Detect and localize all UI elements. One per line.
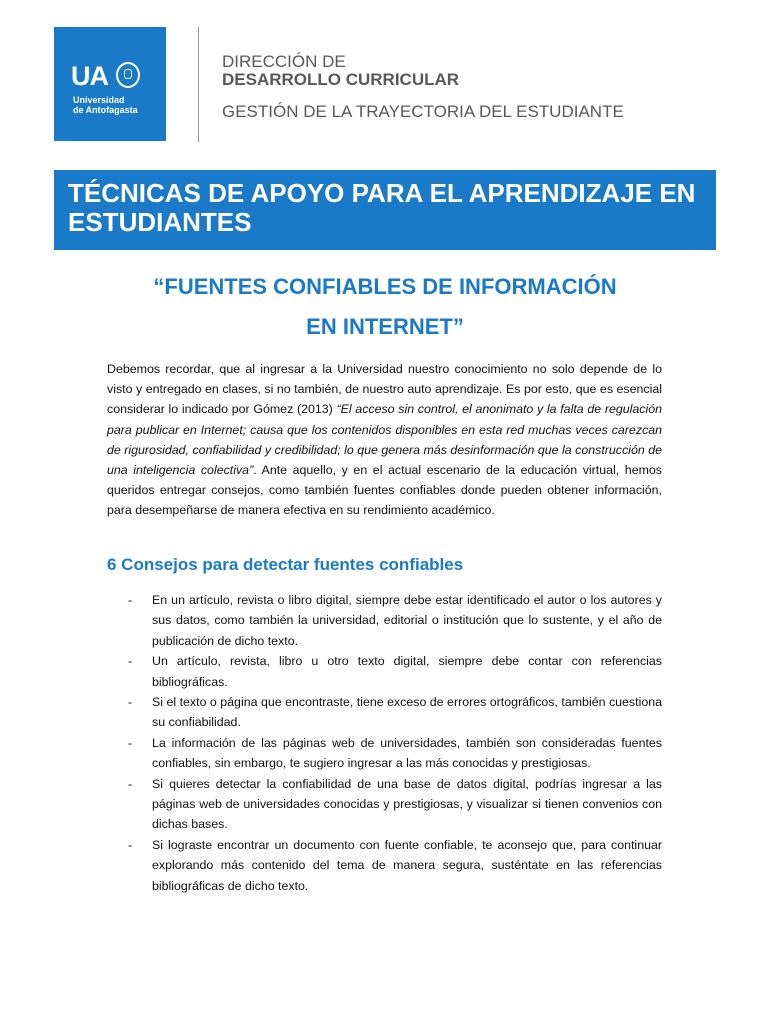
document-title-line2: EN INTERNET”: [306, 314, 464, 339]
logo-university-line2: de Antofagasta: [73, 105, 138, 115]
tips-heading: 6 Consejos para detectar fuentes confiables: [107, 555, 464, 574]
tip-item: - Si quieres detectar la confiabilidad de una base de datos digital, podrías ingresar a las páginas web de universidades conocidas y prestigiosas, y visualizar si tienen convenios con dichas bases.: [125, 774, 662, 835]
header-department-line1: DIRECCIÓN DE: [222, 52, 346, 71]
tip-item: - En un artículo, revista o libro digital, siempre debe estar identificado el autor o los autores y sus datos, como también la universidad, editorial o institución que lo sustente, y el año de publicación de dicho texto.: [125, 590, 662, 651]
header-unit-name: GESTIÓN DE LA TRAYECTORIA DEL ESTUDIANTE: [222, 102, 624, 121]
tip-item: - La información de las páginas web de universidades, también son consideradas fuentes confiables, sin embargo, te sugiero ingresar a las más conocidas y prestigiosas.: [125, 733, 662, 774]
banner-title: TÉCNICAS DE APOYO PARA EL APRENDIZAJE EN ESTUDIANTES: [68, 178, 696, 237]
section-banner: [54, 170, 716, 250]
university-logo: [54, 27, 166, 141]
logo-university-line1: Universidad: [73, 95, 125, 105]
document-title-line1: “FUENTES CONFIABLES DE INFORMACIÓN: [153, 274, 617, 299]
intro-text-start: Debemos recordar, que al ingresar a la Universidad nuestro conocimiento no solo depende de lo visto y entregado en clases, si no también, de nuestro auto aprendizaje. Es por esto, que es esencial considerar lo indicado por Gómez (2013): [107, 362, 662, 417]
header-department-line2: DESARROLLO CURRICULAR: [222, 70, 460, 89]
header-divider: [198, 27, 199, 142]
tip-item: - Si lograste encontrar un documento con fuente confiable, te aconsejo que, para continuar explorando más contenido del tema de manera segura, susténtate en las referencias bibliográficas de dicho texto.: [125, 835, 662, 896]
intro-text-end: . Ante aquello, y en el actual escenario de la educación virtual, hemos queridos entregar consejos, como también fuentes confiables donde pueden obtener información, para desempeñarse de manera efectiva en su rendimiento académico.: [107, 463, 662, 518]
tip-item: - Si el texto o página que encontraste, tiene exceso de errores ortográficos, también cuestiona su confiabilidad.: [125, 692, 662, 733]
tips-list: [125, 590, 662, 896]
seal-icon: [116, 62, 140, 88]
tip-item: - Un artículo, revista, libro u otro texto digital, siempre debe contar con referencias bibliográficas.: [125, 651, 662, 692]
intro-quote: “El acceso sin control, el anonimato y la falta de regulación para publicar en Internet; causa que los contenidos disponibles en esta red muchas veces carezcan de rigurosidad, confiabilidad y credibilidad; lo que genera más desinformación que la construcción de una inteligencia colectiva”: [107, 402, 662, 478]
logo-mark: UA: [71, 61, 108, 91]
intro-paragraph: [107, 359, 662, 521]
